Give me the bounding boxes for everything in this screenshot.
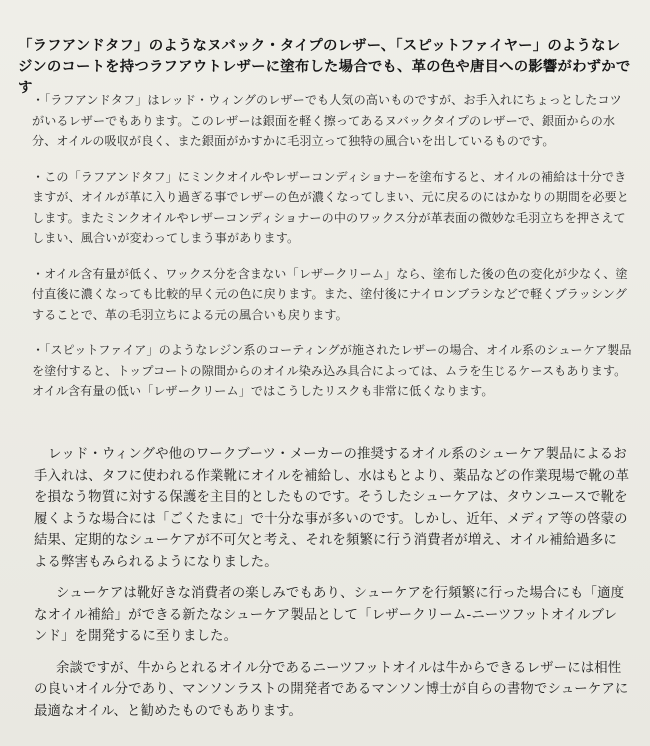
note-mink-oil: ・この「ラフアンドタフ」にミンクオイルやレザーコンディショナーを塗布すると、オイルの補給は十分できますが、オイルが革に入り過ぎる事でレザーの色が濃くなってしまい、元に戻るのにはかなりの期間を必要とします。またミンクオイルやレザーコンディショナーの中のワックス分が革表面の微妙な毛羽立ちを押さえてしまい、風合いが変わってしまう事があります。 (32, 169, 629, 245)
paragraph-new-product: シューケアは靴好きな消費者の楽しみでもあり、シューケアを行頻繁に行った場合にも「適度なオイル補給」ができる新たなシューケア製品として「レザークリーム-ニーツフットオイルブレンド」を開発するに至りました。 (34, 586, 625, 644)
note-spitfire: ・「スピットファイア」のようなレジン系のコーティングが施されたレザーの場合、オイル系のシューケア製品を塗付すると、トップコートの隙間からのオイル染み込み具合によっては、ムラを生じるケースもあります。オイル含有量の低い「レザークリーム」ではこうしたリスクも非常に低くなります。 (32, 343, 632, 398)
body-text (34, 444, 630, 732)
note-leather-cream: ・オイル含有量が低く、ワックス分を含まない「レザークリーム」なら、塗布した後の色の変化が少なく、塗付直後に濃くなっても比較的早く元の色に戻ります。また、塗付後にナイロンブラシなどで軽くブラッシングすることで、革の毛羽立ちによる元の風合いも戻ります。 (32, 266, 628, 322)
notes-list (32, 90, 632, 417)
paragraph-oil-care: レッド・ウィングや他のワークブーツ・メーカーの推奨するオイル系のシューケア製品によるお手入れは、タフに使われる作業靴にオイルを補給し、水はもとより、薬品などの作業現場で靴の革を損なう物質に対する保護を主目的としたものです。そうしたシューケアは、タウンユースで靴を履くような場合には「ごくたまに」で十分な事が多いのです。しかし、近年、メディア等の啓蒙の結果、定期的なシューケアが不可欠と考え、それを頻繁に行う消費者が増え、オイル補給過多による弊害もみられるようになりました。 (34, 447, 630, 570)
headline: 「ラフアンドタフ」のようなヌバック・タイプのレザー、「スピットファイヤー」のようなレジンのコートを持つラフアウトレザーに塗布した場合でも、革の色や唐目への影響がわずかです (18, 38, 631, 96)
note-rough-and-tough: ・「ラフアンドタフ」はレッド・ウィングのレザーでも人気の高いものですが、お手入れにちょっとしたコツがいるレザーでもあります。このレザーは銀面を軽く擦ってあるヌバックタイプのレザーで、銀面からの水分、オイルの吸収が良く、また銀面がかすかに毛羽立って独特の風合いを出しているものです。 (32, 93, 622, 148)
paragraph-neatsfoot-oil: 余談ですが、牛からとれるオイル分であるニーツフットオイルは牛からできるレザーには相性の良いオイル分であり、マンソンラストの開発者であるマンソン博士が自らの書物でシューケアに最適なオイル、と勧めたものでもあります。 (34, 660, 629, 719)
